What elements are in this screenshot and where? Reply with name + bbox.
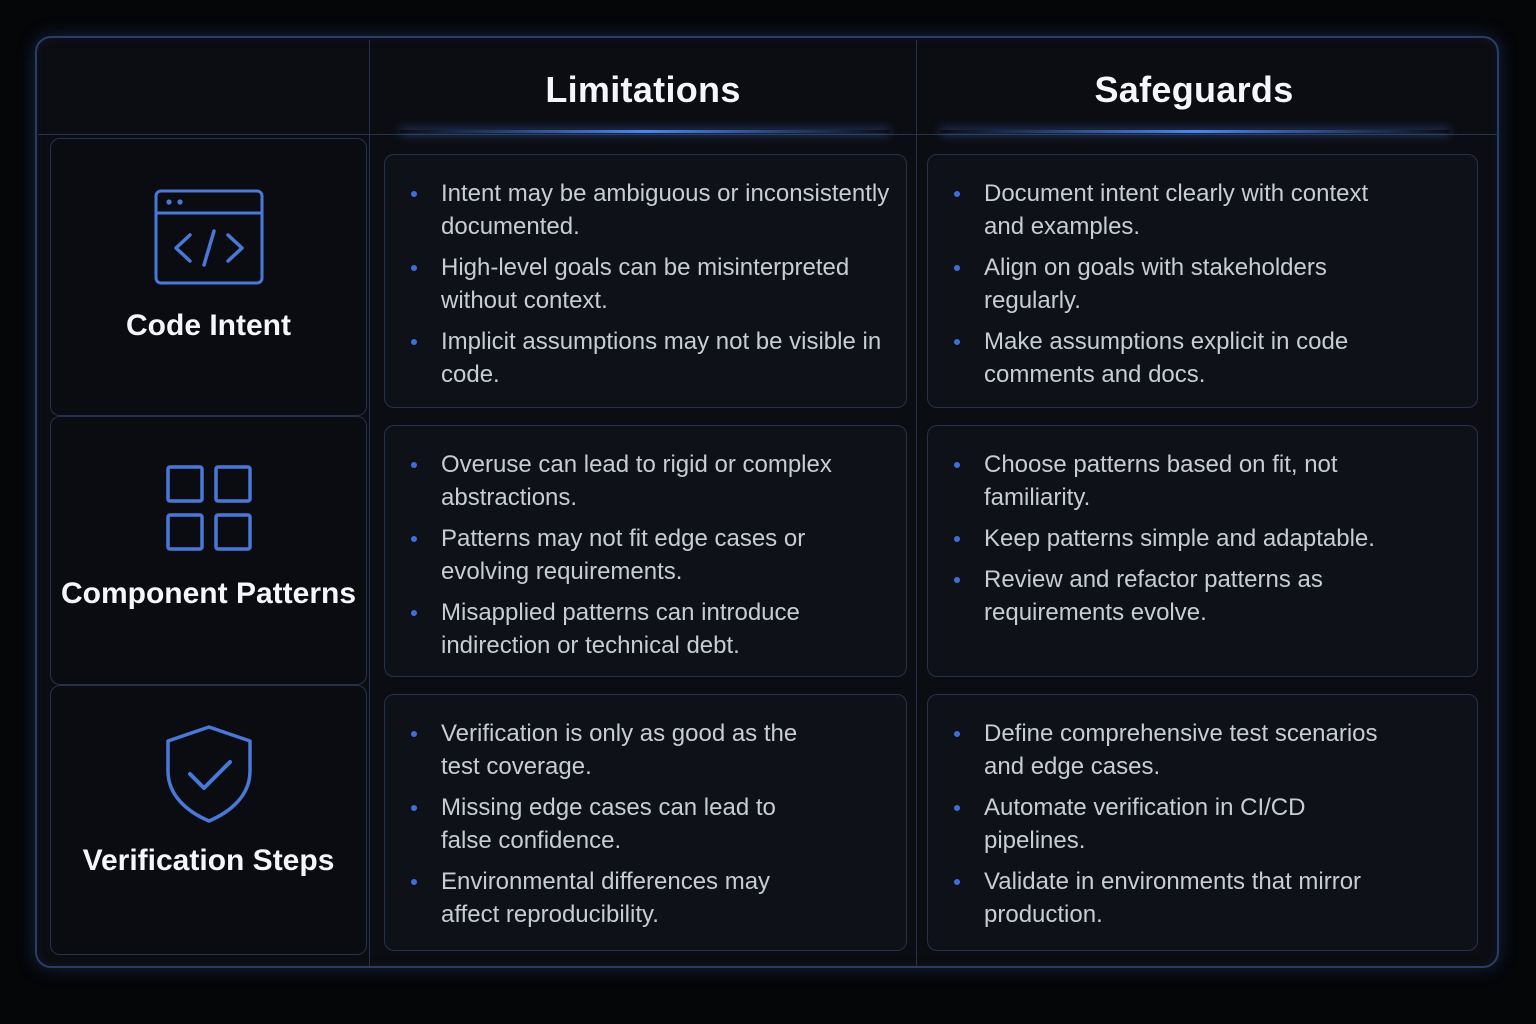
list-item: Implicit assumptions may not be visible in code. <box>385 325 906 391</box>
list-item: Patterns may not fit edge cases or evolving requirements. <box>385 522 856 588</box>
list-item: Document intent clearly with context and examples. <box>928 177 1407 243</box>
safeguards-card-code-intent <box>927 154 1478 408</box>
list-item: Review and refactor patterns as requirements evolve. <box>928 563 1397 629</box>
list-item: Choose patterns based on fit, not familiarity. <box>928 448 1397 514</box>
row-category-component-patterns <box>50 416 367 685</box>
list-item: Validate in environments that mirror production. <box>928 865 1407 931</box>
list-item: Intent may be ambiguous or inconsistently documented. <box>385 177 906 243</box>
list-item: Overuse can lead to rigid or complex abstractions. <box>385 448 856 514</box>
column-header-limitations: Limitations <box>545 69 741 110</box>
row-label-code-intent: Code Intent <box>126 309 291 342</box>
list-item: Define comprehensive test scenarios and edge cases. <box>928 717 1407 783</box>
header-divider <box>38 134 1498 135</box>
row-category-code-intent <box>50 138 367 416</box>
limitations-header-glow <box>400 130 890 133</box>
safeguards-header-glow <box>940 130 1450 133</box>
list-item: Make assumptions explicit in code comments and docs. <box>928 325 1407 391</box>
list-item: High-level goals can be misinterpreted without context. <box>385 251 906 317</box>
list-item: Keep patterns simple and adaptable. <box>928 522 1397 555</box>
column-divider-right <box>916 40 917 966</box>
grid-icon <box>166 465 252 556</box>
list-item: Missing edge cases can lead to false confidence. <box>385 791 816 857</box>
list-item: Align on goals with stakeholders regularly. <box>928 251 1407 317</box>
list-item: Environmental differences may affect reproducibility. <box>385 865 816 931</box>
list-item: Verification is only as good as the test coverage. <box>385 717 816 783</box>
column-header-safeguards: Safeguards <box>1094 69 1294 110</box>
row-label-component-patterns: Component Patterns <box>60 577 357 610</box>
safeguards-card-verification-steps <box>927 694 1478 951</box>
code-window-icon <box>154 189 264 290</box>
safeguards-card-component-patterns <box>927 425 1478 677</box>
limitations-card-verification-steps <box>384 694 907 951</box>
list-item: Misapplied patterns can introduce indirection or technical debt. <box>385 596 856 662</box>
column-divider-left <box>369 40 370 966</box>
limitations-card-code-intent <box>384 154 907 408</box>
row-category-verification-steps <box>50 685 367 955</box>
limitations-card-component-patterns <box>384 425 907 677</box>
row-label-verification-steps: Verification Steps <box>82 844 335 877</box>
shield-check-icon <box>164 724 254 829</box>
list-item: Automate verification in CI/CD pipelines. <box>928 791 1407 857</box>
